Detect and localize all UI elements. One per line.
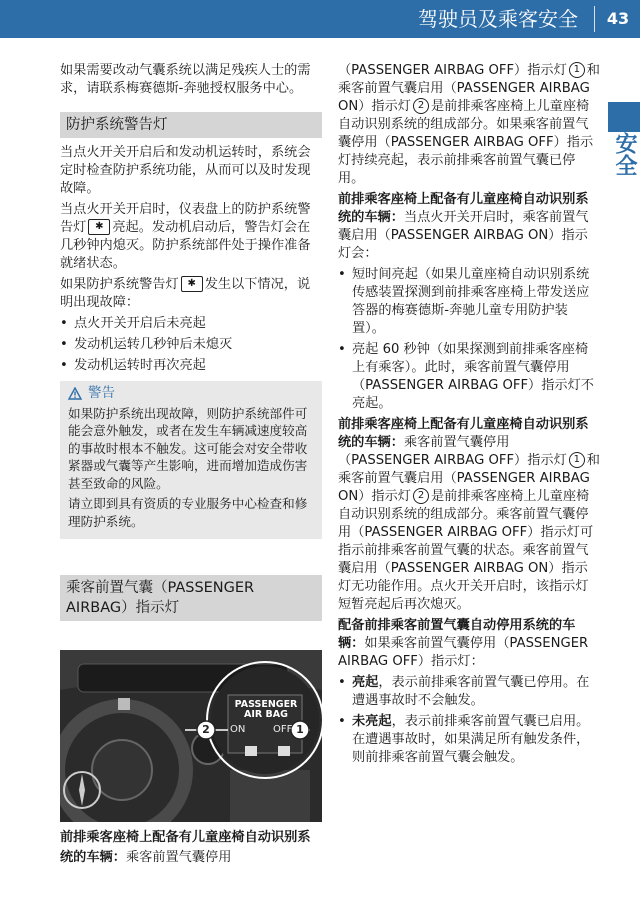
- callout-2-icon: 2: [413, 98, 429, 114]
- side-tab-label: 安全: [612, 132, 637, 176]
- callout-1-icon: 1: [569, 452, 585, 468]
- list-item: • 亮起 60 秒钟（如果探测到前排乘客座椅上有乘客）。此时，乘客前置气囊停用（PASSENGER AIRBAG OFF）指示灯不亮起。: [338, 341, 600, 413]
- warning-text: 请立即到具有资质的专业服务中心检查和修理防护系统。: [68, 496, 308, 529]
- list-item: • 亮起，表示前排乘客前置气囊已停用。在遭遇事故时不会触发。: [338, 674, 600, 710]
- warning-text: 如果防护系统出现故障，则防护系统部件可能会意外触发，或者在发生车辆减速度较高的事故时根本不触发。这可能会对安全带收紧器或气囊等产生影响，进而增加造成伤害甚至致命的风险。: [68, 405, 308, 491]
- paragraph: 当点火开关开启后和发动机运转时，系统会定时检查防护系统功能，从而可以及时发现故障。: [60, 145, 311, 196]
- section-title-restraint-warning: 防护系统警告灯: [60, 112, 322, 138]
- airbag-panel-label: PASSENGER AIR BAG: [234, 699, 298, 720]
- indicator-behavior-list: [338, 266, 600, 413]
- malfunction-list: [60, 315, 322, 375]
- airbag-off-label: OFF: [273, 724, 293, 735]
- warning-heading: 警告: [68, 385, 314, 403]
- page-header: [0, 0, 640, 38]
- right-column: [338, 62, 600, 770]
- section-title-passenger-airbag: 乘客前置气囊（PASSENGER AIRBAG）指示灯: [60, 575, 322, 621]
- list-item: • 短时间亮起（如果儿童座椅自动识别系统传感装置探测到前排乘客座椅上带发送应答器的梅赛德斯-奔驰儿童专用防护装置）。: [338, 266, 600, 338]
- header-divider: [594, 6, 595, 32]
- list-item: • 发动机运转时再次亮起: [60, 357, 322, 375]
- photo-caption: 前排乘客座椅上配备有儿童座椅自动识别系统的车辆：乘客前置气囊停用: [60, 830, 311, 865]
- paragraph: 配备前排乘客前置气囊自动停用系统的车辆：如果乘客前置气囊停用（PASSENGER AIRBAG OFF）指示灯：: [338, 618, 589, 669]
- paragraph: （PASSENGER AIRBAG OFF）指示灯 1 和乘客前置气囊启用（PASSENGER AIRBAG ON）指示灯 2 是前排乘客座椅上儿童座椅自动识别系统的组成部分。如果乘客前置气囊停用（PASSENGER AIRBAG OFF）指示灯持续亮起，表示前排乘客前置气囊已停用。: [338, 63, 600, 186]
- callout-number: 2: [202, 723, 210, 736]
- warning-triangle-icon: [68, 387, 82, 400]
- callout-2-icon: 2: [413, 488, 429, 504]
- paragraph: 当点火开关开启时，仪表盘上的防护系统警告灯 ✱ 亮起。发动机启动后，警告灯会在几秒钟内熄灭。防护系统部件处于操作准备就绪状态。: [60, 202, 311, 271]
- airbag-status-list: [338, 674, 600, 767]
- restraint-warning-lamp-icon: ✱: [181, 276, 203, 292]
- list-item: • 未亮起，表示前排乘客前置气囊已启用。在遭遇事故时，如果满足所有触发条件，则前排乘客前置气囊会触发。: [338, 713, 600, 767]
- page-number: 43: [606, 9, 630, 28]
- callout-number: 1: [296, 723, 304, 736]
- intro-paragraph: 如果需要改动气囊系统以满足残疾人士的需求，请联系梅赛德斯-奔驰授权服务中心。: [60, 63, 311, 96]
- dashboard-photo: [60, 650, 322, 822]
- chapter-title: 驾驶员及乘客安全: [418, 7, 578, 31]
- side-tab-marker: [608, 102, 640, 132]
- paragraph: 如果防护系统警告灯 ✱ 发生以下情况，说明出现故障：: [60, 277, 311, 310]
- warning-box: [60, 381, 322, 539]
- left-column: [60, 62, 322, 627]
- list-item: • 点火开关开启后未亮起: [60, 315, 322, 333]
- dashboard-illustration: [60, 650, 322, 822]
- airbag-on-label: ON: [230, 724, 246, 735]
- restraint-warning-lamp-icon: ✱: [88, 219, 110, 235]
- paragraph: 前排乘客座椅上配备有儿童座椅自动识别系统的车辆：当点火开关开启时，乘客前置气囊启用（PASSENGER AIRBAG ON）指示灯会：: [338, 192, 589, 261]
- paragraph: 前排乘客座椅上配备有儿童座椅自动识别系统的车辆：乘客前置气囊停用（PASSENGER AIRBAG OFF）指示灯 1 和乘客前置气囊启用（PASSENGER AIRBAG ON）指示灯 2 是前排乘客座椅上儿童座椅自动识别系统的组成部分。乘客前置气囊停用（PASSENGER AIRBAG OFF）指示灯可指示前排乘客前置气囊的状态。乘客前置气囊启用（PASSENGER AIRBAG ON）指示灯无功能作用。点火开关开启时，该指示灯短暂亮起后再次熄灭。: [338, 417, 600, 612]
- list-item: • 发动机运转几秒钟后未熄灭: [60, 336, 322, 354]
- callout-1-icon: 1: [569, 62, 585, 78]
